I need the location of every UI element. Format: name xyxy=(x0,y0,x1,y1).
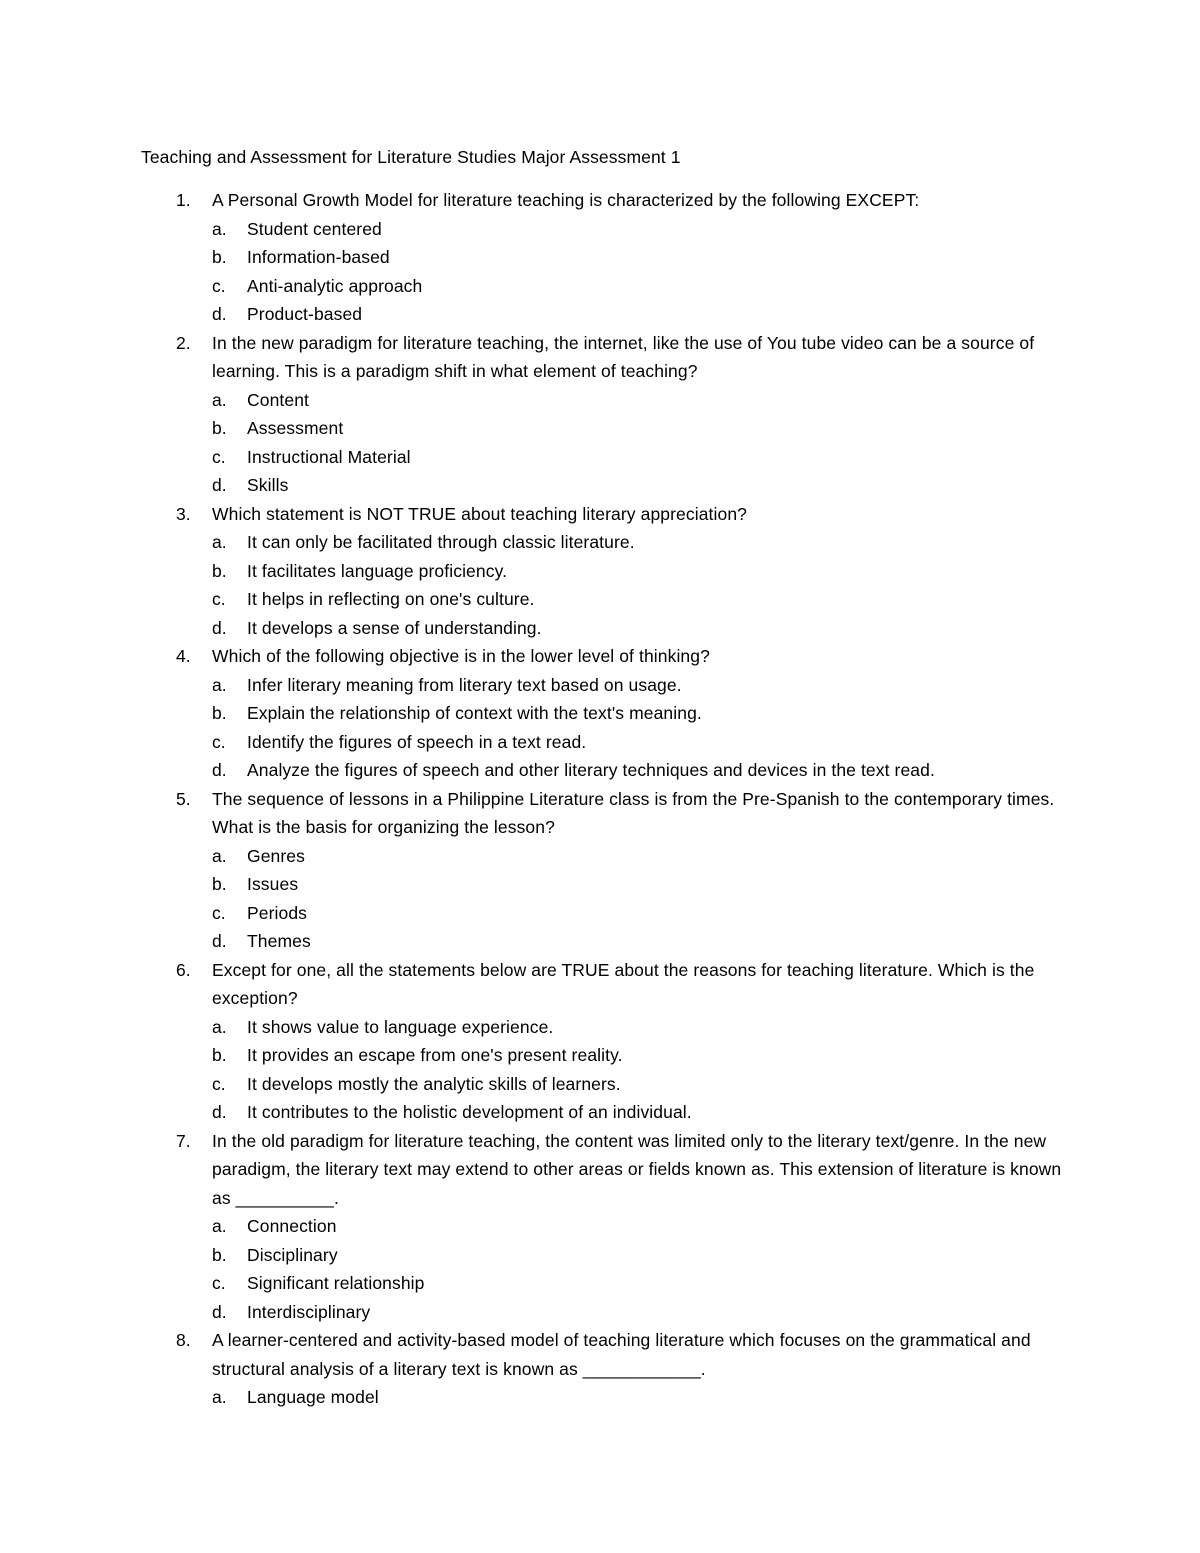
option-text: It helps in reflecting on one's culture. xyxy=(247,589,535,609)
option-letter: c. xyxy=(212,275,226,296)
option-text: Interdisciplinary xyxy=(247,1301,371,1322)
answer-options xyxy=(0,1212,1200,1326)
answer-options xyxy=(0,671,1200,785)
option-letter: b. xyxy=(212,874,227,894)
option-text: Explain the relationship of context with the text's meaning. xyxy=(247,703,702,723)
question-number: 8. xyxy=(176,1330,191,1350)
question-list xyxy=(0,186,1200,1412)
option-text: Issues xyxy=(247,874,299,894)
option-text: Information-based xyxy=(247,247,390,267)
document-title: Teaching and Assessment for Literature Studies Major Assessment 1 xyxy=(141,147,681,167)
answer-option xyxy=(0,557,1200,586)
question-text: Except for one, all the statements below are TRUE about the reasons for teaching literature. Which is the exception? xyxy=(212,959,1035,1008)
question-number: 3. xyxy=(176,503,191,524)
answer-options xyxy=(0,528,1200,642)
option-text: It develops mostly the analytic skills of learners. xyxy=(247,1073,621,1094)
option-text: Product-based xyxy=(247,304,363,324)
question-text: Which of the following objective is in the lower level of thinking? xyxy=(212,646,710,666)
option-letter: d. xyxy=(212,760,227,780)
question-number: 6. xyxy=(176,959,191,980)
question-item xyxy=(0,642,1200,785)
option-text: Significant relationship xyxy=(247,1273,425,1293)
answer-options xyxy=(0,215,1200,329)
answer-option xyxy=(0,899,1200,928)
answer-option xyxy=(0,1070,1200,1099)
answer-option xyxy=(0,1013,1200,1042)
option-letter: c. xyxy=(212,589,226,609)
option-letter: a. xyxy=(212,845,227,866)
answer-option xyxy=(0,1041,1200,1070)
answer-options xyxy=(0,386,1200,500)
answer-option xyxy=(0,1383,1200,1412)
answer-option xyxy=(0,272,1200,301)
option-letter: b. xyxy=(212,1244,227,1265)
answer-option xyxy=(0,414,1200,443)
question-number: 5. xyxy=(176,788,191,809)
option-letter: d. xyxy=(212,931,227,951)
answer-option xyxy=(0,386,1200,415)
option-text: Assessment xyxy=(247,418,344,438)
option-text: It contributes to the holistic development of an individual. xyxy=(247,1102,692,1122)
question-number: 2. xyxy=(176,332,191,353)
option-letter: a. xyxy=(212,1387,227,1407)
option-text: Disciplinary xyxy=(247,1244,338,1265)
answer-option xyxy=(0,215,1200,244)
question-item xyxy=(0,329,1200,500)
answer-option xyxy=(0,728,1200,757)
option-text: Identify the figures of speech in a text read. xyxy=(247,731,587,752)
answer-option xyxy=(0,1098,1200,1127)
option-letter: d. xyxy=(212,475,227,495)
answer-option xyxy=(0,927,1200,956)
answer-option xyxy=(0,528,1200,557)
answer-options xyxy=(0,842,1200,956)
answer-option xyxy=(0,671,1200,700)
question-text: Which statement is NOT TRUE about teaching literary appreciation? xyxy=(212,503,747,524)
option-letter: d. xyxy=(212,617,227,638)
option-letter: d. xyxy=(212,304,227,324)
option-text: Themes xyxy=(247,931,311,951)
option-letter: c. xyxy=(212,1273,226,1293)
option-letter: d. xyxy=(212,1301,227,1322)
question-text: In the new paradigm for literature teaching, the internet, like the use of You tube video can be a source of learning. This is a paradigm shift in what element of teaching? xyxy=(212,332,1035,381)
option-text: Periods xyxy=(247,902,308,923)
option-letter: a. xyxy=(212,532,227,552)
option-text: Infer literary meaning from literary text based on usage. xyxy=(247,674,682,695)
question-item xyxy=(0,956,1200,1127)
question-number: 7. xyxy=(176,1130,191,1151)
answer-option xyxy=(0,870,1200,899)
question-number: 4. xyxy=(176,646,191,666)
option-text: It provides an escape from one's present reality. xyxy=(247,1045,623,1065)
answer-option xyxy=(0,1212,1200,1241)
option-text: Connection xyxy=(247,1216,337,1236)
answer-options xyxy=(0,1383,1200,1412)
answer-option xyxy=(0,585,1200,614)
answer-option xyxy=(0,842,1200,871)
answer-option xyxy=(0,1298,1200,1327)
option-text: Content xyxy=(247,389,309,410)
answer-option xyxy=(0,699,1200,728)
option-letter: c. xyxy=(212,1073,226,1094)
option-text: Instructional Material xyxy=(247,446,411,467)
option-text: Student centered xyxy=(247,218,382,239)
option-letter: c. xyxy=(212,446,226,467)
question-item xyxy=(0,500,1200,643)
option-letter: b. xyxy=(212,560,227,581)
answer-option xyxy=(0,243,1200,272)
question-text: A learner-centered and activity-based model of teaching literature which focuses on the grammatical and structural analysis of a literary text is known as ____________. xyxy=(212,1330,1031,1379)
option-letter: a. xyxy=(212,389,227,410)
option-letter: b. xyxy=(212,703,227,723)
option-text: Analyze the figures of speech and other literary techniques and devices in the text read. xyxy=(247,760,935,780)
answer-options xyxy=(0,1013,1200,1127)
option-letter: c. xyxy=(212,731,226,752)
answer-option xyxy=(0,756,1200,785)
question-text: In the old paradigm for literature teaching, the content was limited only to the literary text/genre. In the new paradigm, the literary text may extend to other areas or fields known as. This extension of literature is known as __________. xyxy=(212,1130,1062,1208)
option-text: Skills xyxy=(247,475,289,495)
option-text: It shows value to language experience. xyxy=(247,1016,554,1037)
answer-option xyxy=(0,614,1200,643)
question-text: The sequence of lessons in a Philippine Literature class is from the Pre-Spanish to the contemporary times. What is the basis for organizing the lesson? xyxy=(212,788,1055,837)
option-letter: a. xyxy=(212,218,227,239)
option-letter: b. xyxy=(212,1045,227,1065)
option-text: It facilitates language proficiency. xyxy=(247,560,508,581)
answer-option xyxy=(0,443,1200,472)
option-letter: c. xyxy=(212,902,226,923)
option-text: Language model xyxy=(247,1387,379,1407)
answer-option xyxy=(0,1269,1200,1298)
question-item xyxy=(0,1127,1200,1327)
question-item xyxy=(0,1326,1200,1412)
answer-option xyxy=(0,1241,1200,1270)
option-text: It develops a sense of understanding. xyxy=(247,617,542,638)
option-text: Anti-analytic approach xyxy=(247,275,423,296)
option-letter: b. xyxy=(212,247,227,267)
option-letter: a. xyxy=(212,1216,227,1236)
question-text: A Personal Growth Model for literature teaching is characterized by the following EXCEPT: xyxy=(212,190,920,210)
option-letter: a. xyxy=(212,1016,227,1037)
answer-option xyxy=(0,300,1200,329)
question-item xyxy=(0,785,1200,956)
option-text: It can only be facilitated through classic literature. xyxy=(247,532,635,552)
option-letter: b. xyxy=(212,418,227,438)
question-item xyxy=(0,186,1200,329)
question-number: 1. xyxy=(176,190,191,210)
answer-option xyxy=(0,471,1200,500)
option-letter: a. xyxy=(212,674,227,695)
option-letter: d. xyxy=(212,1102,227,1122)
option-text: Genres xyxy=(247,845,305,866)
